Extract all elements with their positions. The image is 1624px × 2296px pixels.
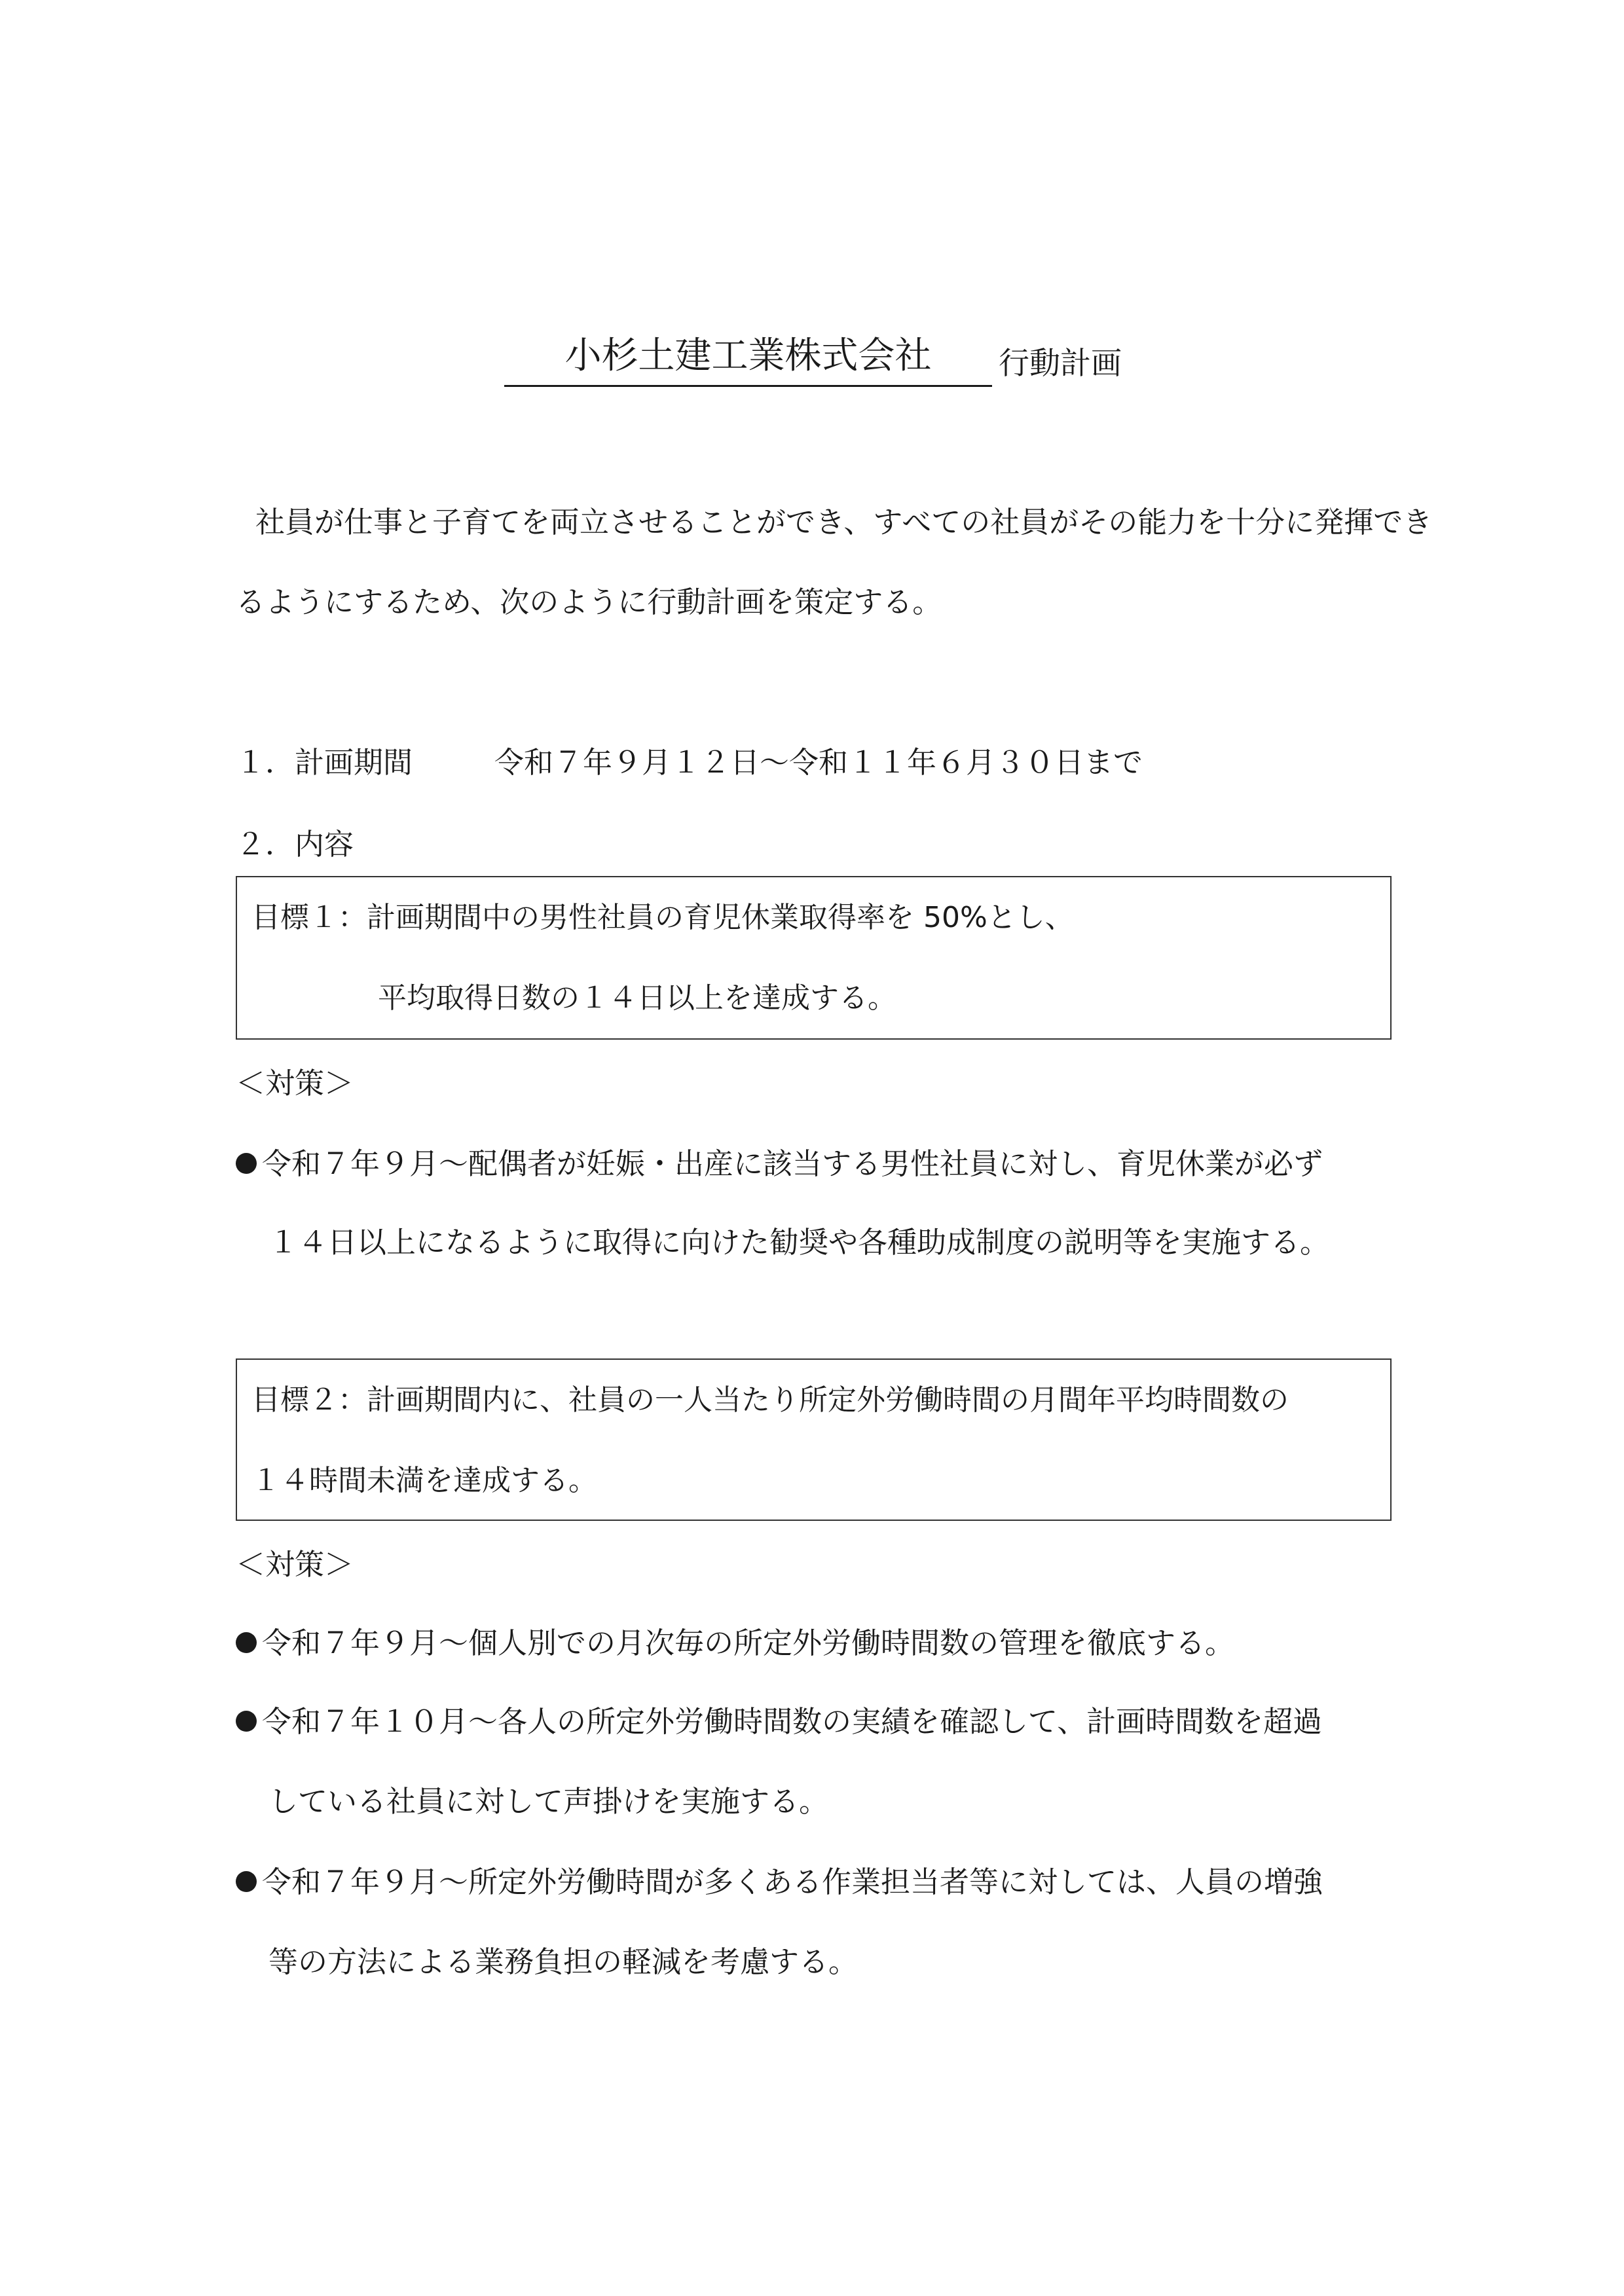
goal2-measure-3-line-2: 等の方法による業務負担の軽減を考慮する。 [268, 1944, 858, 1979]
goal2-measures-label: ＜対策＞ [236, 1547, 354, 1582]
goal1-line-2: 平均取得日数の１４日以上を達成する。 [378, 981, 896, 1015]
bullet-icon [236, 1153, 257, 1174]
goal1-measure-1-line-2: １４日以上になるように取得に向けた勧奨や各種助成制度の説明等を実施する。 [268, 1225, 1330, 1260]
intro-line-1: 社員が仕事と子育てを両立させることができ、すべての社員がその能力を十分に発揮でき [255, 505, 1433, 539]
goal2-measure-2-text: 令和７年１０月～各人の所定外労働時間数の実績を確認して、計画時間数を超過 [262, 1704, 1323, 1739]
plan-period: 令和７年９月１２日～令和１１年６月３０日まで [494, 745, 1143, 780]
bullet-icon [236, 1711, 257, 1732]
goal1-measure-1-text: 令和７年９月～配偶者が妊娠・出産に該当する男性社員に対し、育児休業が必ず [262, 1146, 1323, 1181]
section1-heading: １．計画期間 [236, 745, 413, 780]
goal2-measure-1-line-1 [236, 1624, 1234, 1663]
section2-heading: ２．内容 [236, 827, 354, 862]
company-name: 小杉土建工業株式会社 [504, 327, 992, 387]
title-suffix: 行動計画 [999, 346, 1122, 382]
goal2-measure-2-line-2: している社員に対して声掛けを実施する。 [268, 1784, 829, 1819]
goal2-measure-3-text: 令和７年９月～所定外労働時間が多くある作業担当者等に対しては、人員の増強 [262, 1865, 1323, 1899]
goal2-line-1: 目標２：計画期間内に、社員の一人当たり所定外労働時間の月間年平均時間数の [251, 1383, 1289, 1417]
bullet-icon [236, 1871, 257, 1892]
goal2-measure-2-line-1 [236, 1702, 1322, 1741]
goal1-line-1: 目標１：計画期間中の男性社員の育児休業取得率を 50%とし、 [251, 901, 1074, 934]
goal2-box [236, 1358, 1392, 1521]
document-title [504, 327, 1159, 399]
bullet-icon [236, 1632, 257, 1653]
goal1-box [236, 876, 1392, 1040]
intro-line-2: るようにするため、次のように行動計画を策定する。 [236, 585, 942, 619]
goal1-measure-1-line-1 [236, 1144, 1323, 1184]
goal2-measure-1-text: 令和７年９月～個人別での月次毎の所定外労働時間数の管理を徹底する。 [262, 1626, 1235, 1660]
goal1-measures-label: ＜対策＞ [236, 1066, 354, 1101]
goal2-line-2: １４時間未満を達成する。 [251, 1464, 597, 1497]
goal2-measure-3-line-1 [236, 1863, 1323, 1902]
